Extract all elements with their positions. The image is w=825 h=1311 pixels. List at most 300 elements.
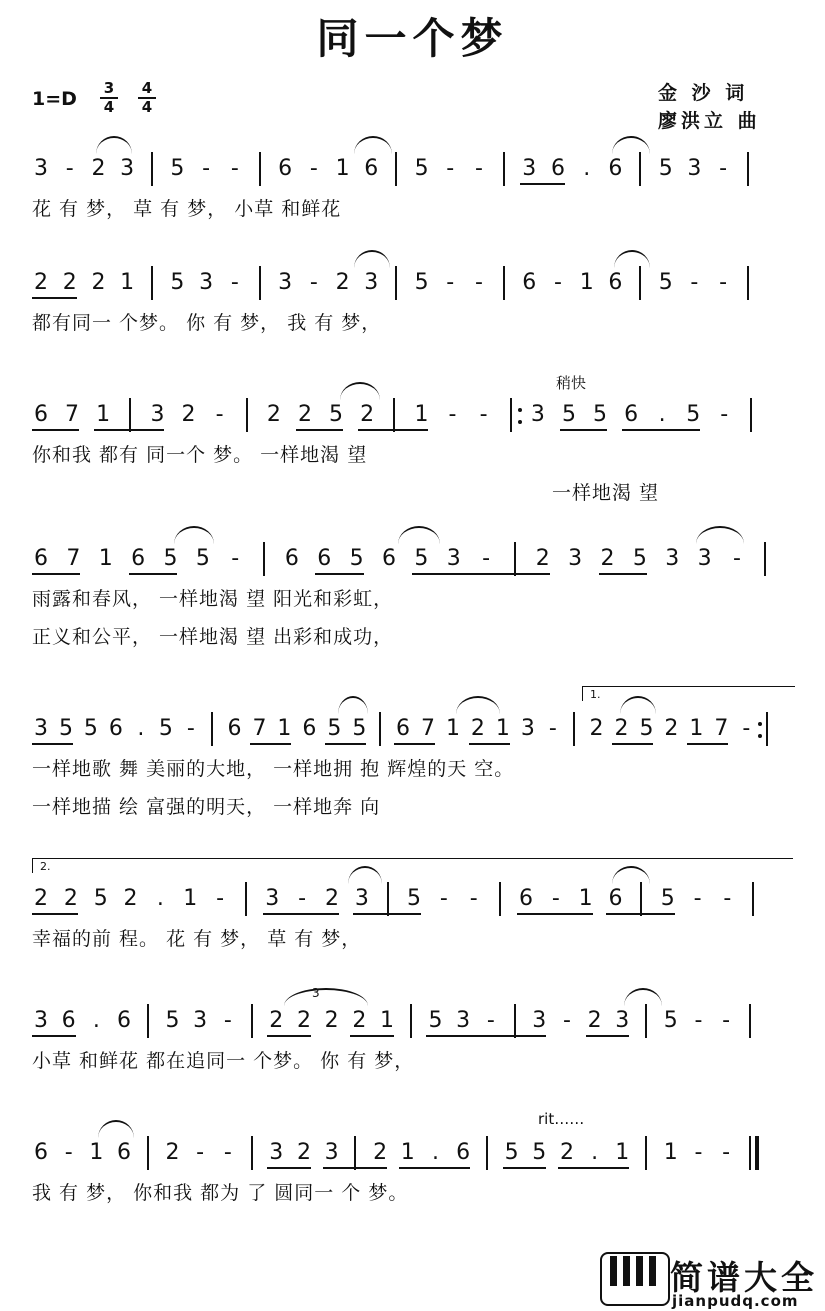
underline-beam xyxy=(445,573,550,575)
note: 2 xyxy=(269,1008,284,1033)
dash: - xyxy=(722,1008,731,1033)
bar-line xyxy=(379,712,381,746)
note: 3 xyxy=(199,270,214,295)
bar-line xyxy=(645,1004,647,1038)
underline-beam xyxy=(558,1167,629,1169)
dash: - xyxy=(446,156,455,181)
note: 5 xyxy=(158,716,173,741)
underline-beam xyxy=(323,1167,387,1169)
repeat-dot xyxy=(758,722,762,726)
dash: - xyxy=(486,1008,495,1033)
dash: - xyxy=(694,1008,703,1033)
note: 3 xyxy=(265,886,280,911)
slur xyxy=(98,1120,134,1138)
underline-beam xyxy=(32,297,77,299)
note: 2 xyxy=(587,1008,602,1033)
dash: - xyxy=(719,156,728,181)
underline-beam xyxy=(296,429,343,431)
note: 6 xyxy=(34,402,48,427)
note: 5 xyxy=(428,1008,443,1033)
duration-dot: . xyxy=(658,402,666,427)
underline-beam xyxy=(599,573,647,575)
slur xyxy=(96,136,132,154)
lyric-line: 一样地描 绘 富强的明天， 一样地奔 向 xyxy=(32,796,381,818)
piano-keys-icon xyxy=(600,1252,670,1306)
lyric-line: 花 有 梦， 草 有 梦， 小草 和鲜花 xyxy=(32,198,342,220)
dash: - xyxy=(693,886,702,911)
score-line xyxy=(0,1132,825,1172)
note: 2 xyxy=(165,1140,180,1165)
note: 1 xyxy=(98,546,113,571)
underline-beam xyxy=(586,1035,630,1037)
dash: - xyxy=(216,886,225,911)
underline-beam xyxy=(517,913,593,915)
bar-line xyxy=(510,398,512,432)
bar-line xyxy=(640,882,642,916)
bar-line xyxy=(354,1136,356,1170)
ts-bottom: 4 xyxy=(103,98,115,116)
note: 3 xyxy=(615,1008,630,1033)
underline-beam xyxy=(267,1167,311,1169)
note: 3 xyxy=(364,270,379,295)
bar-line xyxy=(514,1004,516,1038)
dash: - xyxy=(475,270,483,295)
underline-beam xyxy=(250,743,291,745)
dash: - xyxy=(551,886,560,911)
underline-beam xyxy=(325,743,366,745)
underline-beam xyxy=(32,573,80,575)
underline-beam xyxy=(263,913,339,915)
note: 5 xyxy=(658,156,673,181)
note: 2 xyxy=(324,886,339,911)
dash: - xyxy=(223,1008,232,1033)
volta-number-2: 2. xyxy=(40,860,51,873)
note: 6 xyxy=(284,546,299,571)
ts-bottom: 4 xyxy=(141,98,153,116)
score-line xyxy=(0,148,825,188)
note: 2 xyxy=(63,886,78,911)
lyric-line: 你和我 都有 同一个 梦。 一样地渴 望 xyxy=(32,444,368,466)
lyric-line: 一样地渴 望 xyxy=(552,482,660,504)
score-line xyxy=(0,262,825,302)
note: 6 xyxy=(382,546,396,571)
slur xyxy=(456,696,500,714)
repeat-dot xyxy=(758,734,762,738)
bar-line xyxy=(129,398,131,432)
note: 1 xyxy=(689,716,704,741)
underline-beam xyxy=(353,913,421,915)
bar-line xyxy=(251,1004,253,1038)
note: 1 xyxy=(663,1140,678,1165)
underline-beam xyxy=(32,743,73,745)
bar-line xyxy=(259,266,261,300)
note: 6 xyxy=(117,1008,132,1033)
note: 5 xyxy=(165,1008,180,1033)
underline-beam xyxy=(469,743,510,745)
note: 2 xyxy=(296,1140,311,1165)
note: 5 xyxy=(504,1140,519,1165)
note: 6 xyxy=(227,716,242,741)
note: 2 xyxy=(62,270,77,295)
note: 5 xyxy=(660,886,675,911)
note: 6 xyxy=(396,716,411,741)
note: 1 xyxy=(96,402,111,427)
score-line xyxy=(0,878,825,918)
song-title: 同一个梦 xyxy=(316,14,509,63)
note: 7 xyxy=(65,402,80,427)
slur xyxy=(284,988,368,1006)
bar-line xyxy=(246,398,248,432)
slur xyxy=(174,526,214,544)
slur xyxy=(614,250,650,268)
note: 3 xyxy=(193,1008,208,1033)
note: 2 xyxy=(91,270,106,295)
bar-line xyxy=(573,712,575,746)
dash: - xyxy=(202,156,211,181)
slur xyxy=(354,136,392,154)
note: 2 xyxy=(535,546,550,571)
slur xyxy=(612,136,650,154)
score-line xyxy=(0,708,825,748)
tempo-mark: 稍快 xyxy=(556,374,587,392)
lyricist-credit: 金 沙 词 xyxy=(658,82,749,104)
note: 2 xyxy=(559,1140,574,1165)
underline-beam xyxy=(32,1035,76,1037)
note: 2 xyxy=(266,402,281,427)
ts-top: 4 xyxy=(138,80,156,99)
dash: - xyxy=(439,886,448,911)
lyric-line: 小草 和鲜花 都在追同一 个梦。 你 有 梦， xyxy=(32,1050,415,1072)
note: 6 xyxy=(302,716,317,741)
note: 3 xyxy=(34,716,48,741)
underline-beam xyxy=(129,573,177,575)
dash: - xyxy=(309,156,318,181)
note: 3 xyxy=(34,156,48,181)
note: 6 xyxy=(364,156,379,181)
note: 5 xyxy=(170,270,185,295)
score-line xyxy=(0,1000,825,1040)
dash: - xyxy=(475,156,483,181)
note: 5 xyxy=(329,402,344,427)
bar-line xyxy=(764,542,766,576)
dash: - xyxy=(230,270,239,295)
lyric-line: 正义和公平， 一样地渴 望 出彩和成功， xyxy=(32,626,394,648)
score-line xyxy=(0,394,825,434)
note: 6 xyxy=(117,1140,132,1165)
note: 5 xyxy=(352,716,367,741)
bar-line xyxy=(514,542,516,576)
note: 5 xyxy=(93,886,108,911)
note: 2 xyxy=(91,156,106,181)
note: 6 xyxy=(34,546,48,571)
bar-line xyxy=(387,882,389,916)
bar-line xyxy=(645,1136,647,1170)
note: 3 xyxy=(456,1008,471,1033)
underline-beam xyxy=(612,743,653,745)
note: 1 xyxy=(414,402,429,427)
dash: - xyxy=(309,270,318,295)
note: 1 xyxy=(495,716,510,741)
note: 3 xyxy=(34,1008,48,1033)
logo-name: 简谱大全 xyxy=(670,1258,818,1297)
time-signature-4-4 xyxy=(138,80,156,116)
underline-beam xyxy=(94,429,164,431)
repeat-dot xyxy=(518,408,522,412)
time-signature-3-4 xyxy=(100,80,118,116)
lyric-line: 都有同一 个梦。 你 有 梦， 我 有 梦， xyxy=(32,312,382,334)
note: 3 xyxy=(269,1140,284,1165)
note: 5 xyxy=(414,546,429,571)
underline-beam xyxy=(394,743,435,745)
note: 6 xyxy=(608,270,623,295)
duration-dot: . xyxy=(137,716,145,741)
dash: - xyxy=(723,886,732,911)
underline-beam xyxy=(399,1167,470,1169)
note: 6 xyxy=(550,156,565,181)
dash: - xyxy=(215,402,224,427)
lyric-line: 雨露和春风， 一样地渴 望 阳光和彩虹， xyxy=(32,588,394,610)
underline-beam xyxy=(32,913,78,915)
note: 1 xyxy=(579,270,594,295)
bar-line xyxy=(259,152,261,186)
note: 3 xyxy=(532,1008,547,1033)
final-bar-line xyxy=(755,1136,759,1170)
dash: - xyxy=(230,156,239,181)
dash: - xyxy=(223,1140,232,1165)
bar-line xyxy=(147,1004,149,1038)
note: 1 xyxy=(335,156,350,181)
duration-dot: . xyxy=(583,156,591,181)
key-signature: 1=D xyxy=(32,88,77,110)
dash: - xyxy=(479,402,488,427)
note: 5 xyxy=(532,1140,547,1165)
dash: - xyxy=(231,546,240,571)
underline-beam xyxy=(350,1035,394,1037)
note: 5 xyxy=(349,546,364,571)
bar-line xyxy=(639,266,641,300)
note: 5 xyxy=(170,156,185,181)
note: 5 xyxy=(658,270,673,295)
dash: - xyxy=(446,270,455,295)
bar-line xyxy=(747,152,749,186)
bar-line xyxy=(151,152,153,186)
bar-line xyxy=(503,152,505,186)
dash: - xyxy=(694,1140,703,1165)
duration-dot: . xyxy=(92,1008,100,1033)
note: 3 xyxy=(687,156,702,181)
underline-beam xyxy=(315,573,363,575)
bar-line xyxy=(393,398,395,432)
note: 3 xyxy=(278,270,293,295)
underline-beam xyxy=(32,429,79,431)
bar-line xyxy=(486,1136,488,1170)
note: 5 xyxy=(663,1008,678,1033)
volta-number-1: 1. xyxy=(590,688,601,701)
slur xyxy=(624,988,662,1006)
dash: - xyxy=(562,1008,571,1033)
dash: - xyxy=(742,716,751,741)
note: 1 xyxy=(615,1140,630,1165)
slur xyxy=(696,526,744,544)
dash: - xyxy=(690,270,699,295)
note: 2 xyxy=(324,1008,339,1033)
volta-bracket-1 xyxy=(582,686,795,701)
note: 1 xyxy=(89,1140,104,1165)
dash: - xyxy=(719,270,728,295)
score-line xyxy=(0,538,825,578)
underline-beam xyxy=(560,429,607,431)
bar-line xyxy=(395,266,397,300)
bar-line xyxy=(211,712,213,746)
note: 5 xyxy=(327,716,342,741)
logo-url: jianpudq.com xyxy=(672,1292,799,1310)
note: 2 xyxy=(181,402,196,427)
duration-dot: . xyxy=(591,1140,599,1165)
dash: - xyxy=(722,1140,731,1165)
note: 1 xyxy=(380,1008,394,1033)
bar-line xyxy=(499,882,501,916)
dash: - xyxy=(186,716,195,741)
note: 2 xyxy=(335,270,350,295)
ts-top: 3 xyxy=(100,80,118,99)
note: 1 xyxy=(578,886,593,911)
bar-line xyxy=(147,1136,149,1170)
note: 5 xyxy=(639,716,654,741)
note: 7 xyxy=(420,716,435,741)
note: 6 xyxy=(34,1140,48,1165)
note: 6 xyxy=(608,156,623,181)
underline-beam xyxy=(520,183,565,185)
note: 2 xyxy=(470,716,485,741)
slur xyxy=(340,382,380,400)
site-logo xyxy=(600,1252,818,1310)
note: 2 xyxy=(360,402,375,427)
note: 2 xyxy=(352,1008,367,1033)
note: 3 xyxy=(568,546,583,571)
dash: - xyxy=(548,716,557,741)
note: 6 xyxy=(624,402,639,427)
note: 2 xyxy=(614,716,629,741)
note: 2 xyxy=(34,270,48,295)
note: 2 xyxy=(34,886,48,911)
note: 6 xyxy=(108,716,123,741)
note: 3 xyxy=(665,546,680,571)
note: 2 xyxy=(373,1140,388,1165)
dash: - xyxy=(733,546,741,571)
note: 6 xyxy=(456,1140,471,1165)
bar-line xyxy=(752,882,754,916)
bar-line xyxy=(251,1136,253,1170)
note: 3 xyxy=(697,546,712,571)
note: 1 xyxy=(400,1140,415,1165)
note: 5 xyxy=(686,402,701,427)
note: 2 xyxy=(664,716,679,741)
dash: - xyxy=(482,546,491,571)
note: 1 xyxy=(183,886,198,911)
underline-beam xyxy=(503,1167,547,1169)
dash: - xyxy=(65,156,74,181)
note: 3 xyxy=(520,716,535,741)
underline-beam xyxy=(687,743,728,745)
note: 2 xyxy=(296,1008,311,1033)
underline-beam xyxy=(622,429,700,431)
bar-line xyxy=(747,266,749,300)
note: 5 xyxy=(195,546,210,571)
bar-line xyxy=(503,266,505,300)
note: 7 xyxy=(714,716,729,741)
ritardando-mark: rit…… xyxy=(538,1110,585,1128)
note: 7 xyxy=(66,546,81,571)
slur xyxy=(338,696,368,714)
lyric-line: 一样地歌 舞 美丽的大地， 一样地拥 抱 辉煌的天 空。 xyxy=(32,758,515,780)
note: 5 xyxy=(414,270,429,295)
note: 2 xyxy=(600,546,615,571)
dash: - xyxy=(720,402,729,427)
bar-line xyxy=(395,152,397,186)
volta-bracket-2 xyxy=(32,858,793,873)
note: 2 xyxy=(589,716,604,741)
bar-line xyxy=(750,398,752,432)
underline-beam xyxy=(358,429,428,431)
note: 3 xyxy=(446,546,461,571)
bar-line xyxy=(749,1004,751,1038)
note: 1 xyxy=(445,716,460,741)
lyric-line: 我 有 梦， 你和我 都为 了 圆同一 个 梦。 xyxy=(32,1182,409,1204)
note: 6 xyxy=(608,886,623,911)
note: 3 xyxy=(522,156,537,181)
underline-beam xyxy=(454,1035,546,1037)
duration-dot: . xyxy=(156,886,164,911)
underline-beam xyxy=(606,913,674,915)
bar-line xyxy=(410,1004,412,1038)
note: 3 xyxy=(530,402,545,427)
dash: - xyxy=(196,1140,205,1165)
note: 6 xyxy=(317,546,332,571)
slur xyxy=(398,526,440,544)
note: 5 xyxy=(163,546,178,571)
dash: - xyxy=(64,1140,73,1165)
bar-line xyxy=(639,152,641,186)
note: 5 xyxy=(593,402,608,427)
note: 5 xyxy=(632,546,647,571)
note: 6 xyxy=(518,886,533,911)
note: 2 xyxy=(123,886,138,911)
repeat-dot xyxy=(518,420,522,424)
slur xyxy=(354,250,390,268)
bar-line xyxy=(263,542,265,576)
dash: - xyxy=(469,886,478,911)
dash: - xyxy=(554,270,562,295)
bar-line xyxy=(749,1136,751,1170)
note: 3 xyxy=(150,402,165,427)
composer-credit: 廖洪立 曲 xyxy=(658,110,761,132)
triplet-mark: 3 xyxy=(312,986,320,1000)
note: 3 xyxy=(354,886,369,911)
bar-line xyxy=(245,882,247,916)
note: 6 xyxy=(278,156,293,181)
note: 1 xyxy=(277,716,292,741)
note: 5 xyxy=(561,402,576,427)
note: 1 xyxy=(120,270,135,295)
lyric-line: 幸福的前 程。 花 有 梦， 草 有 梦， xyxy=(32,928,362,950)
bar-line xyxy=(151,266,153,300)
note: 5 xyxy=(83,716,98,741)
dash: - xyxy=(298,886,307,911)
duration-dot: . xyxy=(431,1140,439,1165)
note: 6 xyxy=(61,1008,76,1033)
underline-beam xyxy=(267,1035,311,1037)
note: 6 xyxy=(131,546,146,571)
